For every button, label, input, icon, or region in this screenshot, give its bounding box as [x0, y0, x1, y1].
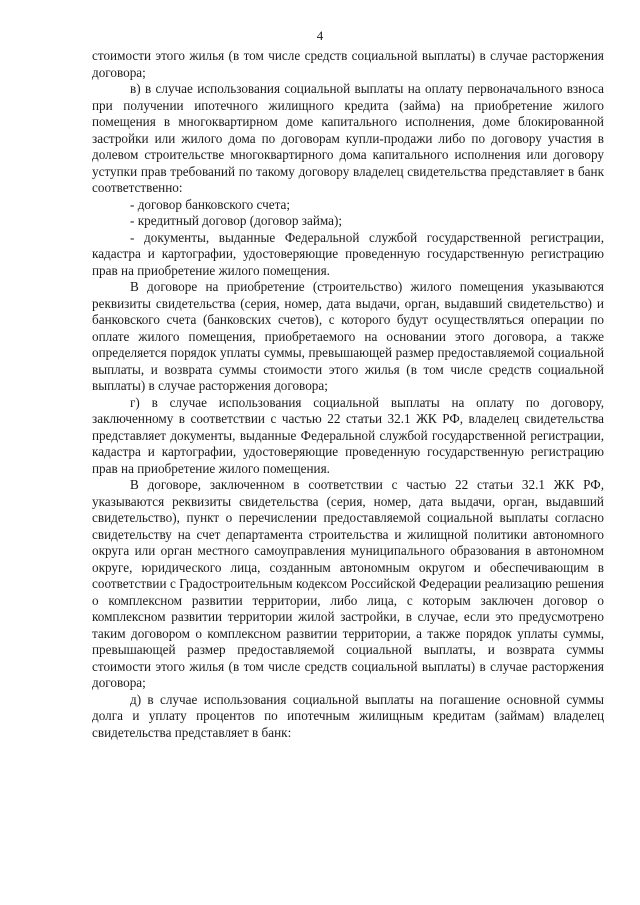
paragraph-item-d: д) в случае использования социальной выплаты на погашение основной суммы долга и уплату процентов по ипотечным жилищным кредитам (займам) владелец свидетельства представляет в банк: [92, 691, 604, 740]
paragraph-contract-details: В договоре на приобретение (строительство) жилого помещения указываются реквизиты свидетельства (серия, номер, дата выдачи, орган, выдавший свидетельство) и банковского счета (банковских счетов), с которого будут осуществляться операции по оплате жилого помещения, приобретаемого на основании этого договора, а также определяется порядок уплаты суммы, превышающей размер предоставляемой социальной выплаты, и возврата суммы стоимости этого жилья (в том числе средств социальной выплаты) в случае расторжения договора; [92, 279, 604, 393]
paragraph-item-g: г) в случае использования социальной выплаты на оплату по договору, заключенному в соответствии с частью 22 статьи 32.1 ЖК РФ, владелец свидетельства представляет документы, выданные Федеральной службой государственной регистрации, кадастра и картографии, удостоверяющие проведенную государственную регистрацию прав на приобретение жилого помещения. [92, 394, 604, 476]
list-item-credit-contract: - кредитный договор (договор займа); [130, 213, 343, 228]
list-item-registration-documents: - документы, выданные Федеральной службой государственной регистрации, кадастра и картографии, удостоверяющие проведенную государственную регистрацию прав на приобретение жилого помещения. [92, 229, 604, 278]
paragraph-continuation: стоимости этого жилья (в том числе средств социальной выплаты) в случае расторжения договора; [92, 48, 604, 80]
paragraph-item-v: в) в случае использования социальной выплаты на оплату первоначального взноса при получении ипотечного жилищного кредита (займа) на приобретение жилого помещения в многоквартирном доме капитального исполнения, доме блокированной застройки или жилого дома по договорам купли-продажи либо по договору участия в долевом строительстве многоквартирного дома капитального исполнения или договору уступки прав требований по такому договору владелец свидетельства представляет в банк соответственно: [92, 81, 604, 195]
list-item-bank-account-contract: - договор банковского счета; [130, 196, 291, 212]
page-number: 4 [316, 28, 324, 43]
document-body [92, 48, 604, 741]
paragraph-contract-article-22: В договоре, заключенном в соответствии с частью 22 статьи 32.1 ЖК РФ, указываются реквизиты свидетельства (серия, номер, дата выдачи, орган, выдавший свидетельство), пункт о перечислении предоставляемой социальной выплаты согласно свидетельству на счет департамента строительства и жилищной политики автономного округа или орган местного самоуправления муниципального образования в автономном округе, юридического лица, созданным автономным округом и обеспечивающим в соответствии с Градостроительным кодексом Российской Федерации реализацию решения о комплексном развитии территории, либо лица, с которым заключен договор о комплексном развитии территории жилой застройки, в случае, если это предусмотрено таким договором о комплексном развитии территории, а также порядок уплаты суммы, превышающей размер предоставляемой социальной выплаты, и возврата суммы стоимости этого жилья (в том числе средств социальной выплаты) в случае расторжения договора; [92, 477, 604, 690]
